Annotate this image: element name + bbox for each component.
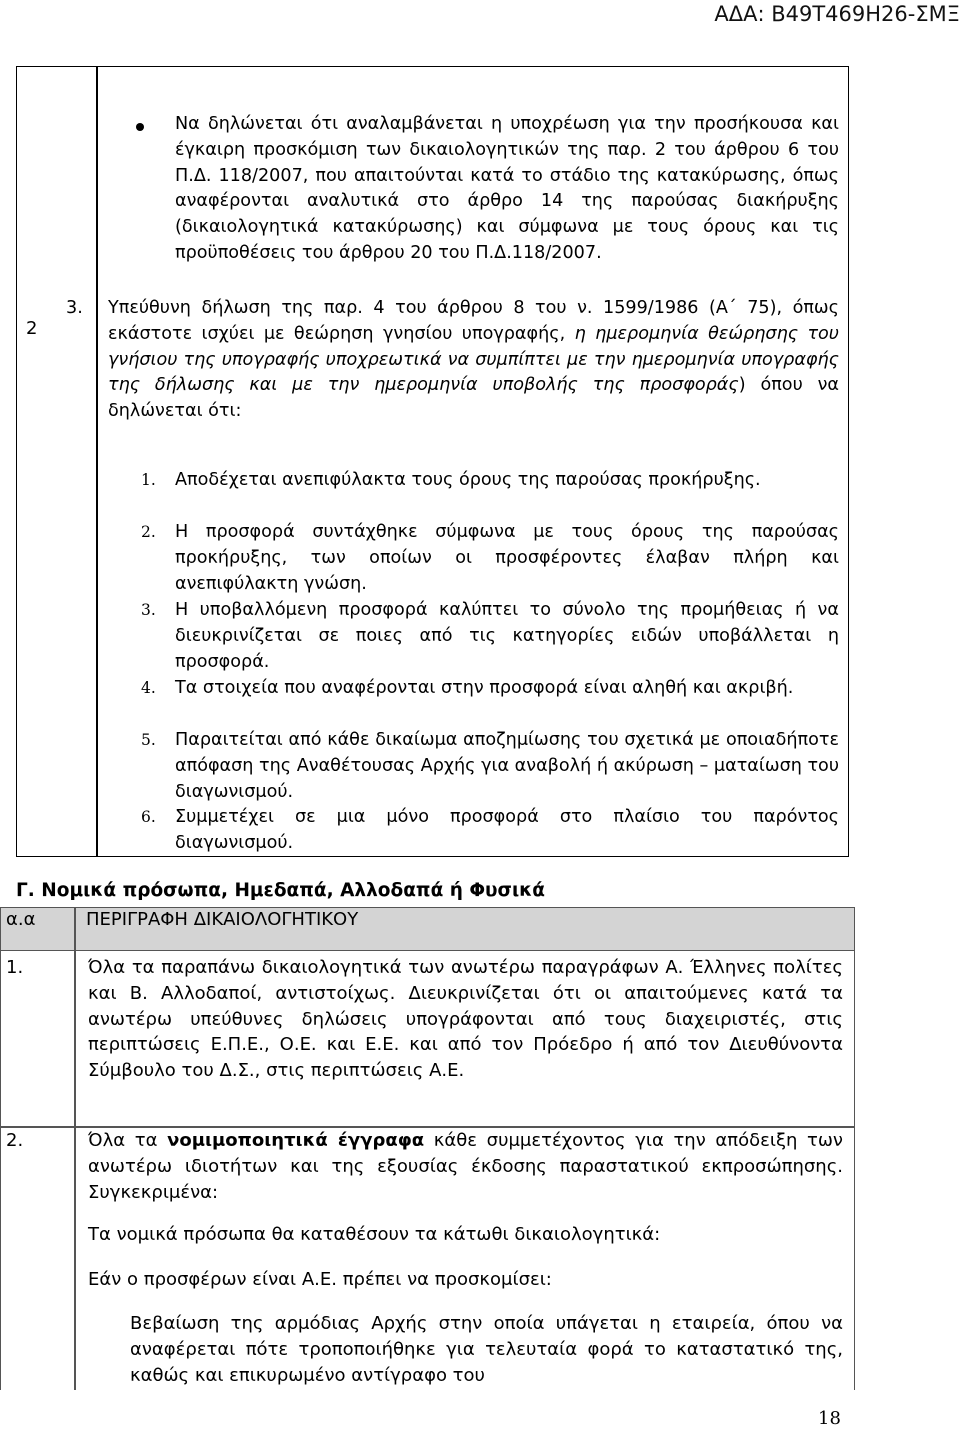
declaration-end: ) όπου να δηλώνεται ότι: (108, 375, 840, 422)
list-number: 5. (141, 731, 156, 749)
table-row-text (88, 1128, 843, 1205)
column-divider (96, 66, 98, 857)
table-row-number: 1. (6, 957, 24, 978)
list-item: Παραιτείται από κάθε δικαίωμα αποζημίωσης του σχετικά με οποιαδήποτε απόφαση της Αναθέτουσας Αρχής για αναβολή ή ακύρωση – ματαίωση του διαγωνισμού. (175, 730, 839, 802)
header-description: ΠΕΡΙΓΡΑΦΗ ΔΙΚΑΙΟΛΟΓΗΤΙΚΟΥ (86, 909, 359, 930)
header-aa: α.α (6, 909, 36, 930)
list-number: 3. (141, 601, 156, 619)
list-item: Αποδέχεται ανεπιφύλακτα τους όρους της παρούσας προκήρυξης. (175, 470, 761, 490)
list-item: Η υποβαλλόμενη προσφορά καλύπτει το σύνολο της προμήθειας ή να διευκρινίζεται σε ποιες από τις κατηγορίες ειδών υποβάλλεται η προσφορά. (175, 600, 839, 672)
table-column-divider (74, 907, 76, 1390)
list-number: 6. (141, 808, 156, 826)
legal-persons-intro: Τα νομικά πρόσωπα θα καταθέσουν τα κάτωθι δικαιολογητικά: (88, 1224, 661, 1245)
row2-bold: νομιμοποιητικά έγγραφα (167, 1130, 425, 1151)
declaration-italic: η ημερομηνία θεώρησης του γνήσιου της υπογραφής υποχρεωτικά να συμπίπτει με την ημερομηνία υπογραφής της δήλωσης και με την ημερομηνία υποβολής της προσφοράς (108, 323, 839, 396)
list-item: Συμμετέχει σε μια μόνο προσφορά στο πλαίσιο του παρόντος διαγωνισμού. (175, 807, 839, 853)
list-item: Τα στοιχεία που αναφέρονται στην προσφορά είναι αληθή και ακριβή. (175, 678, 794, 698)
certificate-bullet-text: Βεβαίωση της αρμόδιας Αρχής στην οποία υπάγεται η εταιρεία, όπου να αναφέρεται πότε τροποποιήθηκε για τελευταία φορά το καταστατικό της, καθώς και επικυρωμένο αντίγραφο του (130, 1313, 843, 1386)
list-item: Η προσφορά συντάχθηκε σύμφωνα με τους όρους της παρούσας προκήρυξης, των οποίων οι προσφέροντες έλαβαν πλήρη και ανεπιφύλακτη γνώση. (175, 522, 839, 594)
table-row-number: 2. (6, 1130, 24, 1151)
page-number: 18 (818, 1408, 841, 1429)
ada-code: ΑΔΑ: Β49Τ469Η26-ΣΜΞ (714, 2, 960, 26)
row2-start: Όλα τα (88, 1130, 168, 1151)
bullet-icon (136, 123, 144, 131)
bullet-paragraph: Να δηλώνεται ότι αναλαμβάνεται η υποχρέωση για την προσήκουσα και έγκαιρη προσκόμιση των δικαιολογητικών της παρ. 2 του άρθρου 6 του Π.Δ. 118/2007, που απαιτούνται κατά το στάδιο της κατακύρωσης, όπως αναφέρονται αναλυτικά στο άρθρο 14 της παρούσας διακήρυξης (δικαιολογητικά κατακύρωσης) και σύμφωνα με τους όρους και τις προϋποθέσεις του άρθρου 20 του Π.Δ.118/2007. (175, 114, 839, 263)
ae-requirement: Εάν ο προσφέρων είναι Α.Ε. πρέπει να προσκομίσει: (88, 1269, 552, 1290)
table-row-text: Όλα τα παραπάνω δικαιολογητικά των ανωτέρω παραγράφων Α. Έλληνες πολίτες και Β. Αλλοδαποί, αντιστοίχως. Διευκρινίζεται ότι οι απαιτούμενες κατά τα ανωτέρω υπεύθυνες δηλώσεις υπογράφονται από τους διαχειριστές, στις περιπτώσεις Ε.Π.Ε., Ο.Ε. και Ε.Ε. και από τον Πρόεδρο ή από τον Διευθύνοντα Σύμβουλο του Δ.Σ., στις περιπτώσεις Α.Ε. (88, 957, 843, 1082)
list-number: 1. (141, 471, 156, 489)
declaration-paragraph (108, 296, 839, 425)
list-number: 2. (141, 523, 156, 541)
declaration-start: Υπεύθυνη δήλωση της παρ. 4 του άρθρου 8 του ν. 1599/1986 (Α΄ 75), όπως εκάστοτε ισχύει με θεώρηση γνησίου υπογραφής, (108, 298, 839, 344)
row2-end: κάθε συμμετέχοντος για την απόδειξη των ανωτέρω ιδιοτήτων και της εξουσίας έκδοσης παραστατικού εκπροσώπησης. Συγκεκριμένα: (88, 1130, 843, 1203)
section-heading: Γ. Νομικά πρόσωπα, Ημεδαπά, Αλλοδαπά ή Φυσικά (16, 880, 546, 901)
list-number: 4. (141, 679, 156, 697)
item-number: 3. (66, 298, 83, 318)
row-number: 2 (26, 318, 38, 339)
